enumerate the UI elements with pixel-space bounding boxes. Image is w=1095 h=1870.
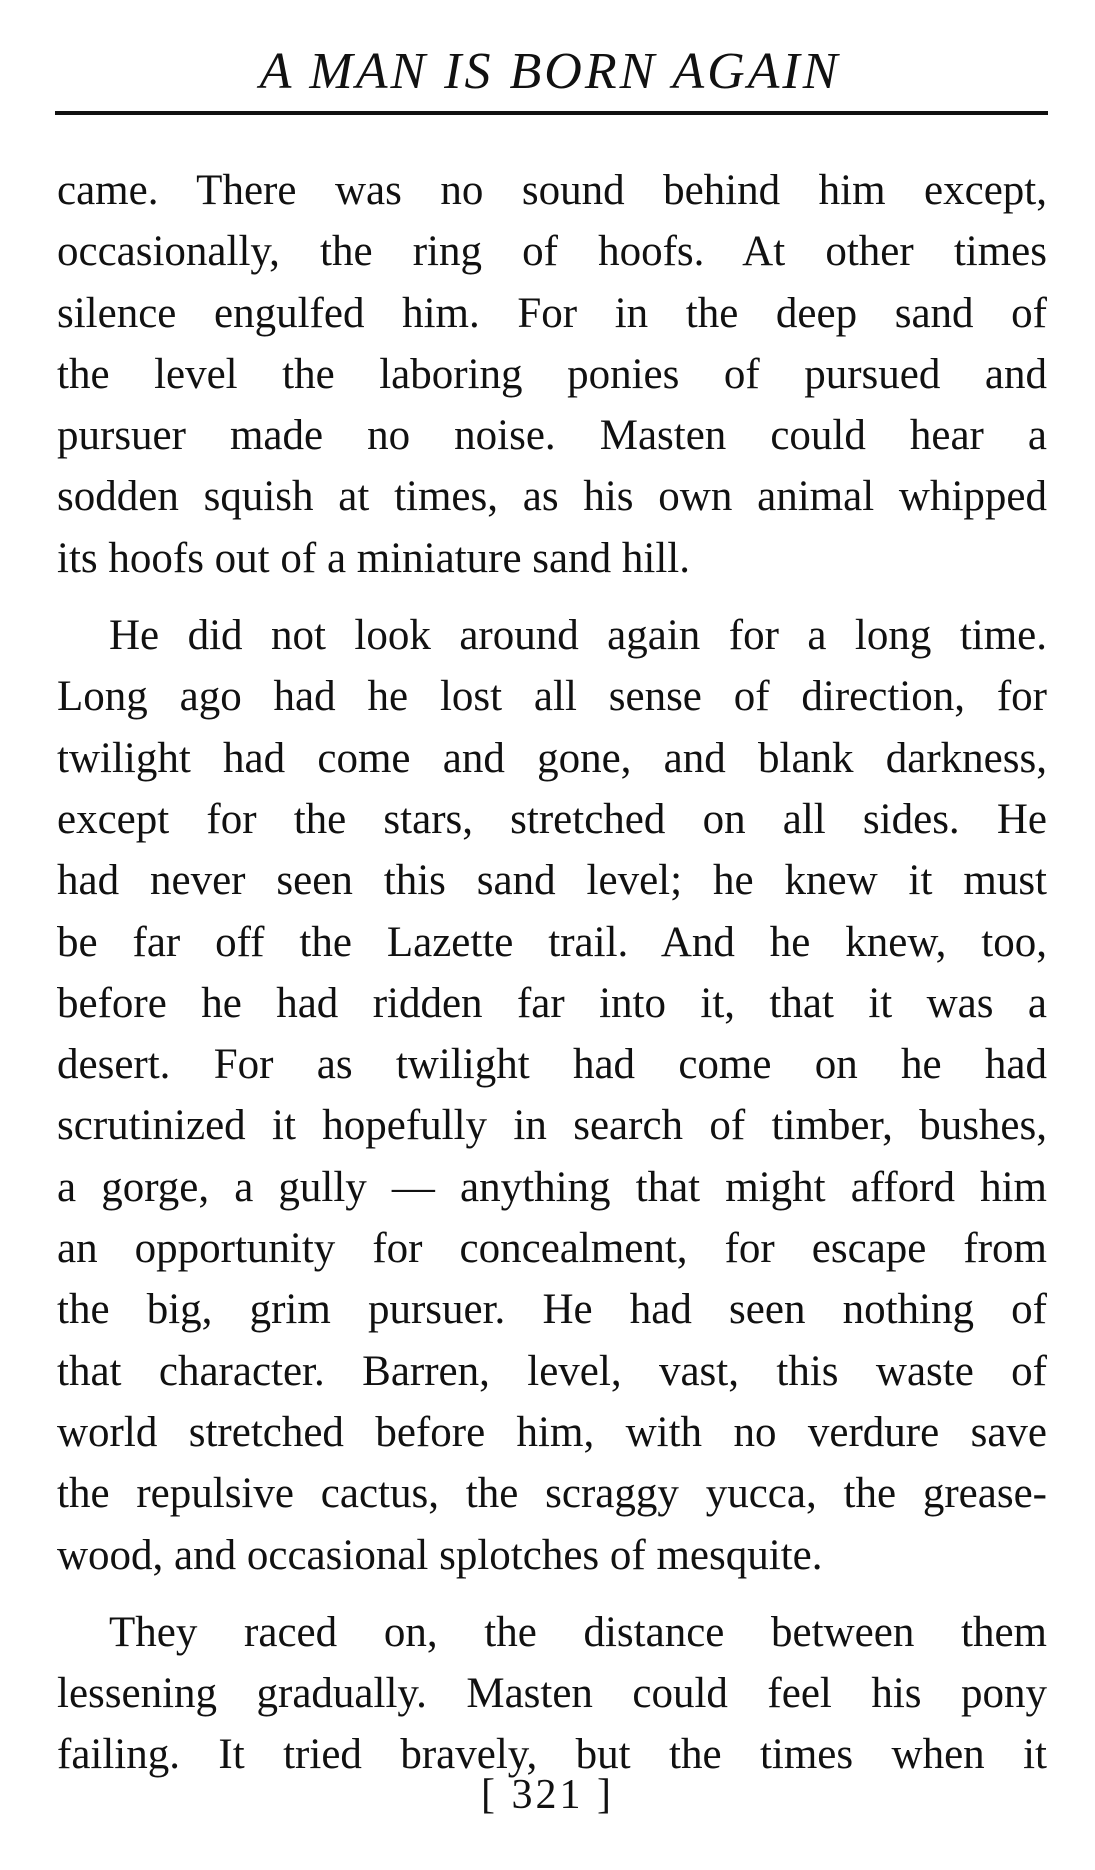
paragraph	[57, 1602, 1047, 1786]
body-text	[57, 160, 1047, 1786]
header-rule	[55, 111, 1048, 115]
text-line: had never seen this sand level; he knew it must	[57, 857, 1047, 905]
text-line: twilight had come and gone, and blank darkness,	[57, 734, 1047, 782]
text-line: He did not look around again for a long time.	[109, 612, 1047, 660]
paragraph	[57, 160, 1047, 589]
text-line: be far off the Lazette trail. And he knew, too,	[57, 918, 1047, 966]
text-line: silence engulfed him. For in the deep sand of	[57, 289, 1047, 337]
text-line: the level the laboring ponies of pursued and	[57, 350, 1047, 398]
text-line: world stretched before him, with no verdure save	[57, 1408, 1047, 1456]
text-line: desert. For as twilight had come on he had	[57, 1041, 1047, 1089]
text-line: occasionally, the ring of hoofs. At other times	[57, 228, 1047, 276]
text-line: a gorge, a gully — anything that might afford him	[57, 1163, 1047, 1211]
text-line: lessening gradually. Masten could feel his pony	[57, 1670, 1047, 1718]
text-line: sodden squish at times, as his own animal whipped	[57, 473, 1047, 521]
paragraph	[57, 605, 1047, 1586]
text-line: They raced on, the distance between them	[109, 1608, 1047, 1656]
text-line: except for the stars, stretched on all sides. He	[57, 795, 1047, 843]
text-line: failing. It tried bravely, but the times when it	[57, 1731, 1047, 1779]
running-head: A MAN IS BORN AGAIN	[259, 43, 841, 100]
text-line: scrutinized it hopefully in search of timber, bushes,	[57, 1102, 1047, 1150]
text-line: wood, and occasional splotches of mesquite.	[57, 1531, 823, 1579]
page-number: [ 321 ]	[481, 1772, 614, 1818]
text-line: pursuer made no noise. Masten could hear a	[57, 412, 1047, 460]
text-line: the big, grim pursuer. He had seen nothing of	[57, 1286, 1047, 1334]
text-line: the repulsive cactus, the scraggy yucca, the grease-	[57, 1470, 1047, 1518]
text-line: an opportunity for concealment, for escape from	[57, 1225, 1047, 1273]
text-line: its hoofs out of a miniature sand hill.	[57, 534, 690, 582]
text-line: Long ago had he lost all sense of direction, for	[57, 673, 1047, 721]
text-line: before he had ridden far into it, that it was a	[57, 979, 1047, 1027]
text-line: came. There was no sound behind him except,	[57, 167, 1047, 214]
text-line: that character. Barren, level, vast, this waste of	[57, 1347, 1047, 1395]
